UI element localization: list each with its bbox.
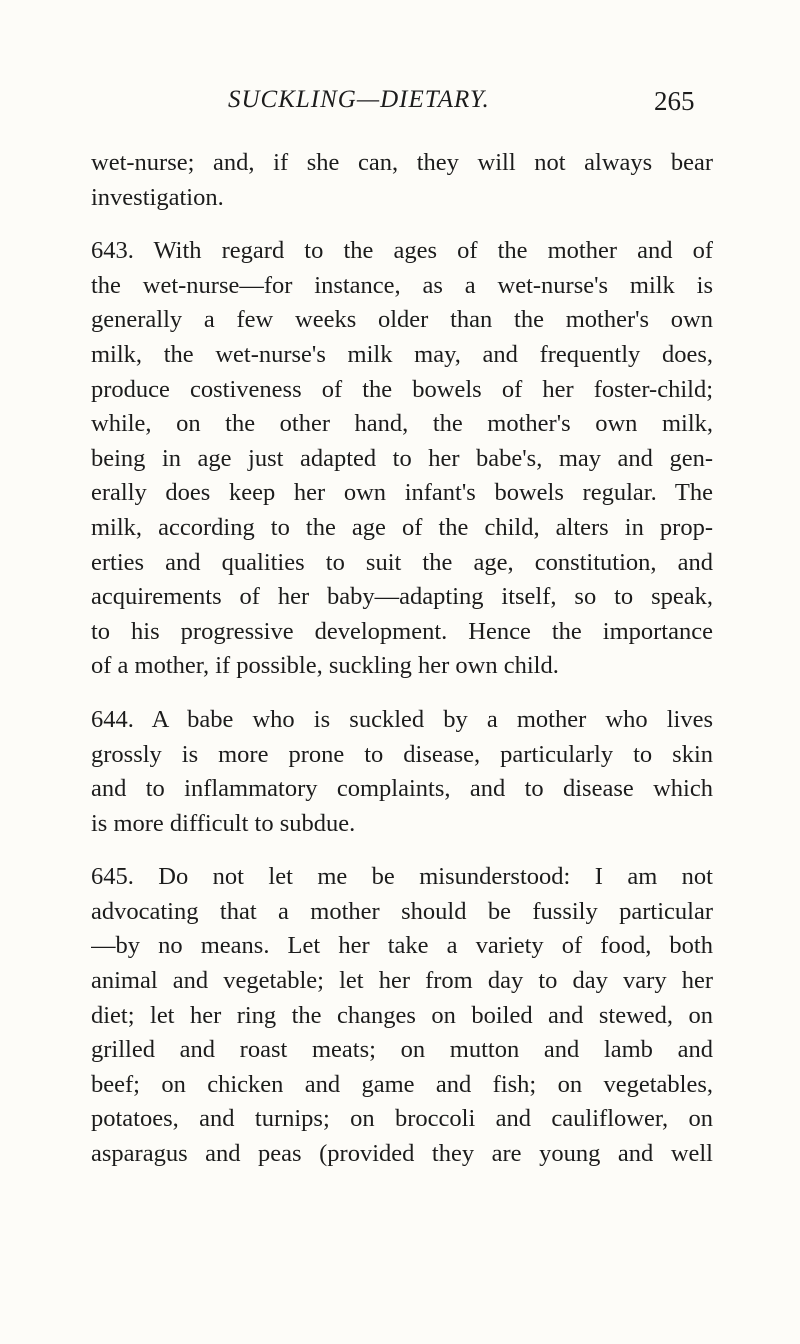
- text-line: to his progressive development. Hence the importance: [91, 617, 713, 645]
- text-line: milk, the wet-nurse's milk may, and frequently does,: [91, 340, 713, 368]
- page-number: 265: [654, 86, 695, 116]
- text-line: and to inflammatory complaints, and to disease which: [91, 775, 713, 803]
- text-line: of a mother, if possible, suckling her own child.: [91, 652, 559, 680]
- paragraph-644: [91, 703, 713, 841]
- text-line: asparagus and peas (provided they are young and well: [91, 1140, 713, 1168]
- text-line: diet; let her ring the changes on boiled and stewed, on: [91, 1001, 713, 1029]
- running-head: [0, 86, 800, 126]
- running-title: SUCKLING—DIETARY.: [228, 86, 490, 113]
- text-line: is more difficult to subdue.: [91, 809, 356, 837]
- text-line: beef; on chicken and game and fish; on vegetables,: [91, 1070, 713, 1098]
- paragraph-643: [91, 234, 713, 684]
- text-line: acquirements of her baby—adapting itself, so to speak,: [91, 583, 713, 611]
- paragraph-continuation: [91, 146, 713, 215]
- text-line: milk, according to the age of the child, alters in prop-: [91, 513, 713, 541]
- text-line: grossly is more prone to disease, particularly to skin: [91, 740, 713, 768]
- body-text: [91, 146, 713, 1172]
- text-line: 645. Do not let me be misunderstood: I am not: [91, 863, 713, 891]
- text-line: generally a few weeks older than the mother's own: [91, 306, 713, 334]
- text-line: —by no means. Let her take a variety of food, both: [91, 932, 713, 960]
- text-line: erally does keep her own infant's bowels regular. The: [91, 479, 713, 507]
- text-line: 643. With regard to the ages of the mother and of: [91, 237, 713, 265]
- text-line: potatoes, and turnips; on broccoli and cauliflower, on: [91, 1105, 713, 1133]
- text-line: investigation.: [91, 183, 224, 211]
- text-line: produce costiveness of the bowels of her foster-child;: [91, 375, 713, 403]
- text-line: 644. A babe who is suckled by a mother who lives: [91, 705, 713, 733]
- text-line: being in age just adapted to her babe's, may and gen-: [91, 444, 713, 472]
- text-line: advocating that a mother should be fussily particular: [91, 897, 713, 925]
- text-line: wet-nurse; and, if she can, they will not always bear: [91, 149, 713, 176]
- text-line: while, on the other hand, the mother's own milk,: [91, 410, 713, 438]
- text-line: grilled and roast meats; on mutton and lamb and: [91, 1036, 713, 1064]
- text-line: the wet-nurse—for instance, as a wet-nurse's milk is: [91, 271, 713, 299]
- text-line: animal and vegetable; let her from day to day vary her: [91, 967, 713, 995]
- paragraph-645: [91, 860, 713, 1171]
- text-line: erties and qualities to suit the age, constitution, and: [91, 548, 713, 576]
